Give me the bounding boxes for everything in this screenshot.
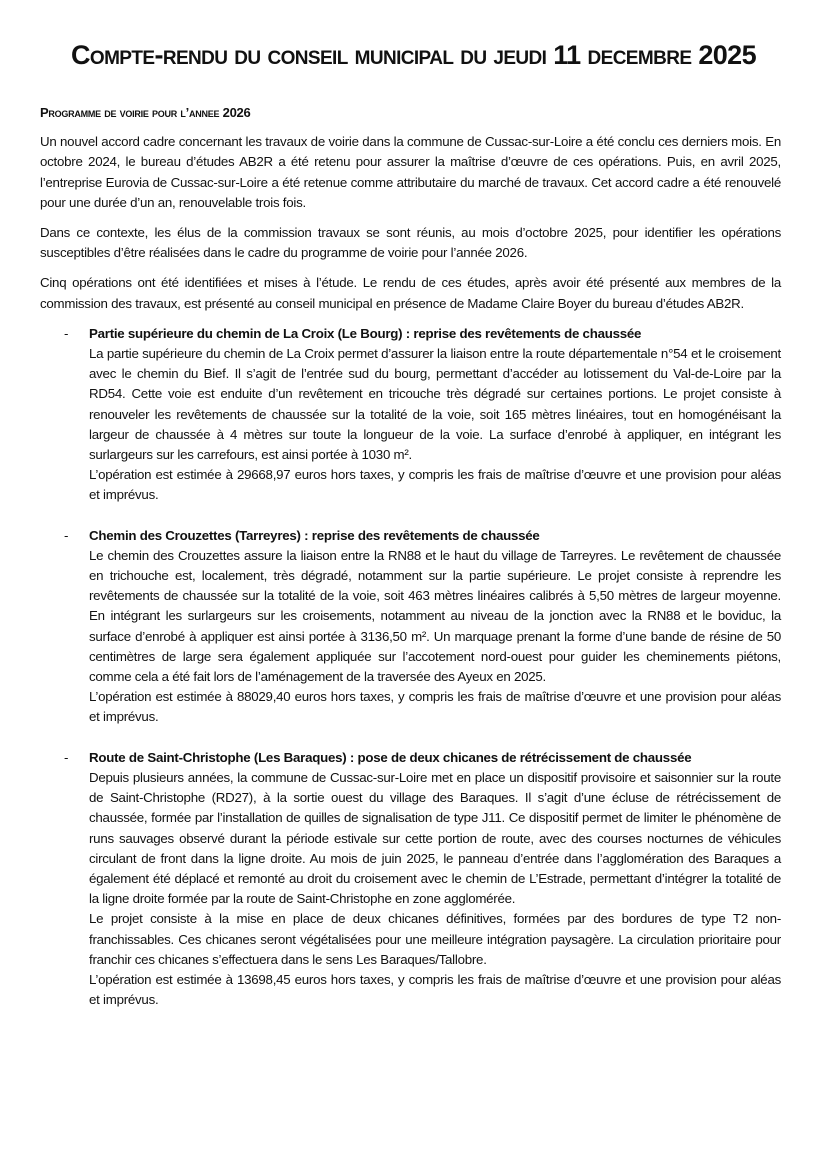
document-title: Compte-rendu du conseil municipal du jeudi 11 decembre 2025	[71, 40, 756, 71]
operation-cost: L’opération est estimée à 29668,97 euros hors taxes, y compris les frais de maîtrise d’œuvre et une provision pour aléas et imprévus.	[89, 467, 781, 503]
intro-paragraph: Un nouvel accord cadre concernant les travaux de voirie dans la commune de Cussac-sur-Loire a été conclu ces derniers mois. En octobre 2024, le bureau d’études AB2R a été retenu pour assurer la maîtrise d’œuvre de ces opérations. Puis, en avril 2025, l’entreprise Eurovia de Cussac-sur-Loire a été retenue comme attributaire du marché de travaux. Cet accord cadre a été renouvelé pour une durée d’un an, renouvelable trois fois.	[40, 134, 781, 210]
operation-paragraph: Le projet consiste à la mise en place de deux chicanes définitives, formées par des bordures de type T2 non-franchissables. Ces chicanes seront végétalisées pour une meilleure intégration paysagère. La circulation prioritaire pour franchir ces chicanes s’effectuera dans le sens Les Baraques/Tallobre.	[89, 911, 781, 967]
document-body	[40, 103, 781, 1010]
operation-item	[40, 324, 781, 506]
operation-item	[40, 526, 781, 728]
operation-title: Partie supérieure du chemin de La Croix (Le Bourg) : reprise des revêtements de chaussée	[89, 325, 642, 341]
operation-paragraph: La partie supérieure du chemin de La Croix permet d’assurer la liaison entre la route départementale n°54 et le croisement avec le chemin du Bief. Il s’agit de l’entrée sud du bourg, permettant d’accéder au lotissement du Val-de-Loire par la RD54. Cette voie est enduite d’un revêtement en tricouche très dégradé sur certaines portions. Le projet consiste à renouveler les revêtements de chaussée sur la totalité de la voie, soit 165 mètres linéaires, tout en homogénéisant la largeur de chaussée à 4 mètres sur toute la longueur de la voie. La surface d’enrobé à appliquer, en intégrant les surlargeurs sur les carrefours, est ainsi portée à 1030 m².	[89, 346, 781, 463]
operation-title: Chemin des Crouzettes (Tarreyres) : reprise des revêtements de chaussée	[89, 527, 540, 543]
operation-paragraph: Depuis plusieurs années, la commune de Cussac-sur-Loire met en place un dispositif provisoire et saisonnier sur la route de Saint-Christophe (RD27), à la sortie ouest du village des Baraques. Il s’agit d’une écluse de rétrécissement de chaussée, formée par l’installation de quilles de signalisation de type J11. Ce dispositif permet de limiter le phénomène de runs sauvages observé durant la période estivale sur cette portion de route, avec des courses nocturnes de véhicules circulant de front dans la ligne droite. Au mois de juin 2025, le panneau d’entrée dans l’agglomération des Baraques a également été déplacé et remonté au droit du croisement avec le chemin de L’Estrade, permettant d’intégrer la totalité de la ligne droite formée par la route de Saint-Christophe en zone agglomérée.	[89, 769, 781, 907]
bullet-dash: -	[64, 527, 69, 543]
operation-cost: L’opération est estimée à 88029,40 euros hors taxes, y compris les frais de maîtrise d’œuvre et une provision pour aléas et imprévus.	[89, 689, 781, 725]
bullet-dash: -	[64, 325, 69, 341]
operation-cost: L’opération est estimée à 13698,45 euros hors taxes, y compris les frais de maîtrise d’œuvre et une provision pour aléas et imprévus.	[89, 971, 781, 1008]
bullet-dash: -	[64, 749, 69, 765]
section-heading: Programme de voirie pour l’annee 2026	[40, 105, 251, 120]
operation-title: Route de Saint-Christophe (Les Baraques) : pose de deux chicanes de rétrécissement de chaussée	[89, 749, 692, 765]
operation-paragraph: Le chemin des Crouzettes assure la liaison entre la RN88 et le haut du village de Tarreyres. Le revêtement de chaussée en trichouche est, localement, très dégradé, notamment sur la partie supérieure. Le projet consiste à reprendre les revêtements de chaussée sur la totalité de la voie, soit 463 mètres linéaires calibrés à 5,50 mètres de largeur moyenne. En intégrant les surlargeurs sur les croisements, notamment au niveau de la jonction avec la RN88 et le boviduc, la surface d’enrobé à appliquer est ainsi portée à 3136,50 m². Un marquage prenant la forme d’une bande de résine de 50 centimètres de large sera également appliquée sur l’accotement nord-ouest pour guider les cheminements piétons, comme cela a été fait lors de l’aménagement de la traversée des Ayeux en 2025.	[89, 547, 781, 685]
intro-paragraph: Dans ce contexte, les élus de la commission travaux se sont réunis, au mois d’octobre 2025, pour identifier les opérations susceptibles d’être réalisées dans le cadre du programme de voirie pour l’année 2026.	[40, 225, 781, 261]
intro-paragraph: Cinq opérations ont été identifiées et mises à l’étude. Le rendu de ces études, après avoir été présenté aux membres de la commission des travaux, est présenté au conseil municipal en présence de Madame Claire Boyer du bureau d’études AB2R.	[40, 275, 781, 311]
operation-item	[40, 748, 781, 1011]
